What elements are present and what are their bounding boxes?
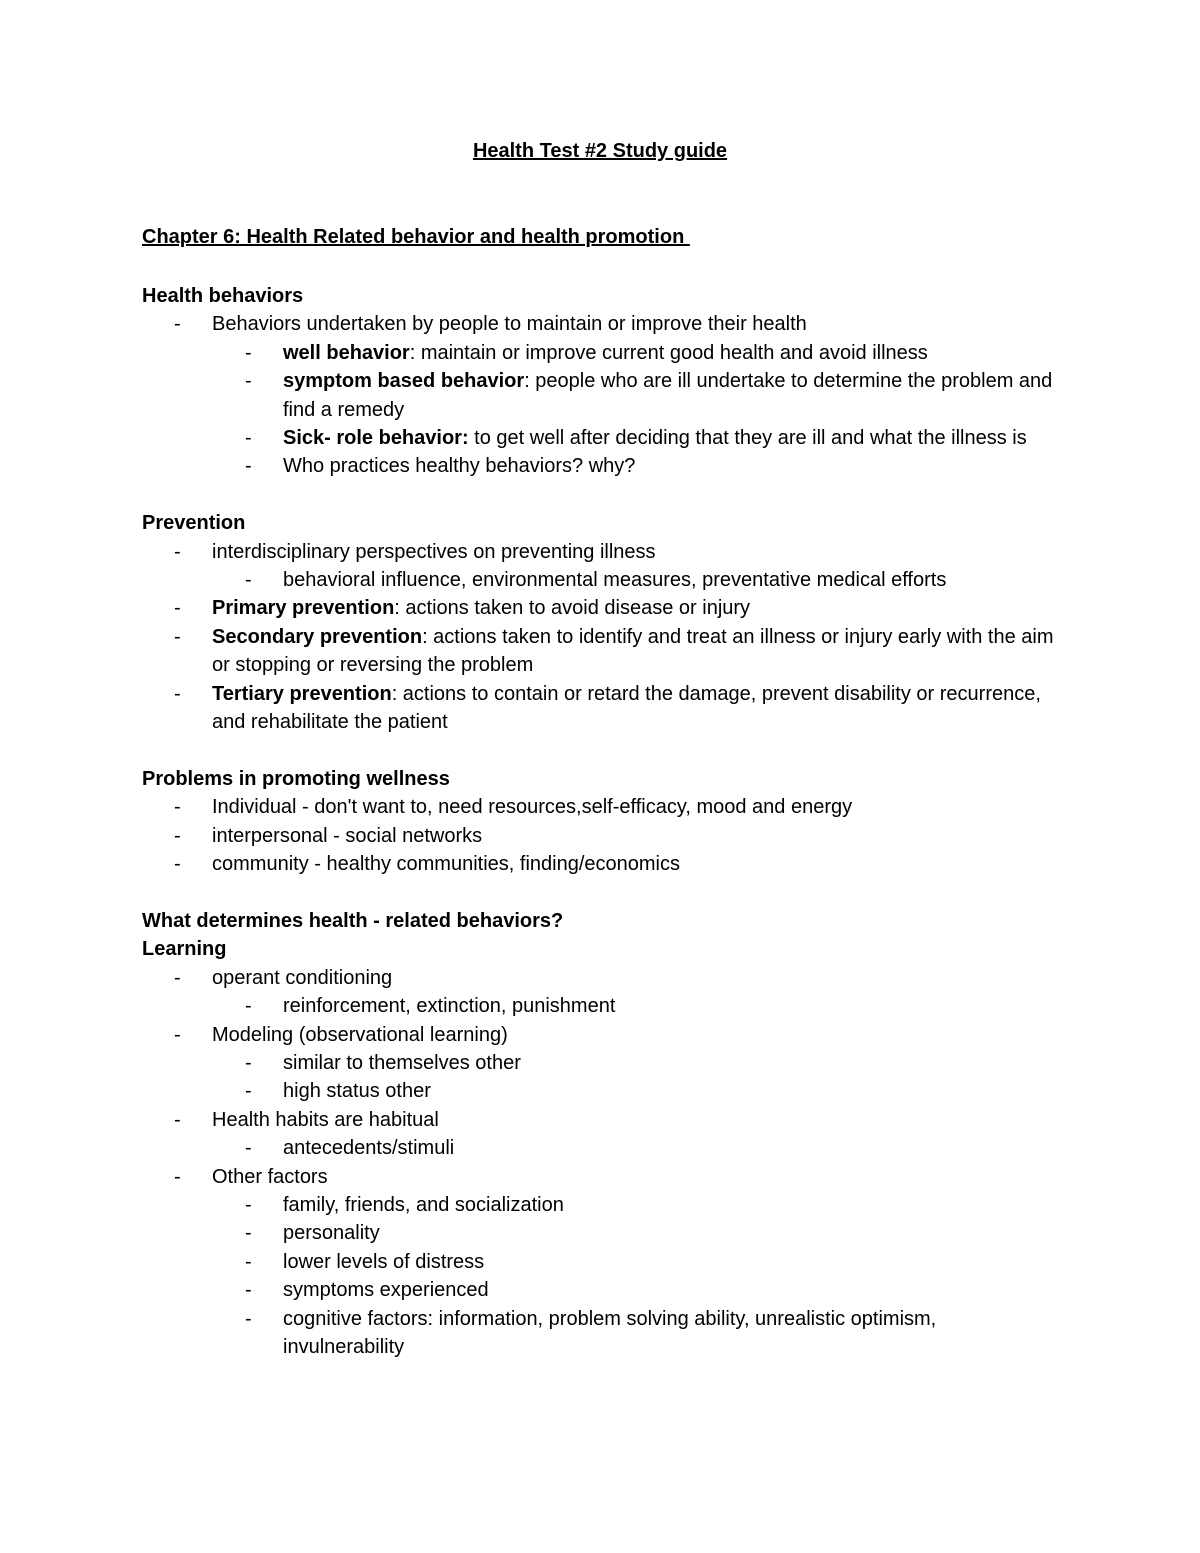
list-item: - Sick- role behavior: to get well after deciding that they are ill and what the illness is [142, 424, 1062, 452]
list-item: - lower levels of distress [142, 1248, 1062, 1276]
list-item: - Primary prevention: actions taken to avoid disease or injury [142, 594, 1062, 622]
list-item: - well behavior: maintain or improve current good health and avoid illness [142, 339, 1062, 367]
term: Tertiary prevention [212, 682, 392, 705]
chapter-heading: Chapter 6: Health Related behavior and health promotion [142, 226, 690, 248]
list-item: - Tertiary prevention: actions to contain or retard the damage, prevent disability or recurrence, and rehabilitate the patient [142, 680, 1062, 737]
bullet-dash: - [245, 569, 252, 592]
list-item: - personality [142, 1219, 1062, 1247]
list-item: - interpersonal - social networks [142, 822, 1062, 850]
list-item: - community - healthy communities, finding/economics [142, 850, 1062, 878]
bullet-dash: - [174, 597, 181, 620]
list-item: - interdisciplinary perspectives on preventing illness [142, 538, 1062, 566]
list-item: - cognitive factors: information, problem solving ability, unrealistic optimism, invulnerability [142, 1305, 1062, 1362]
spacer [142, 736, 1062, 764]
bullet-dash: - [174, 1165, 181, 1188]
bullet-dash: - [245, 1080, 252, 1103]
bullet-dash: - [245, 1137, 252, 1160]
bullet-dash: - [245, 341, 252, 364]
bullet-dash: - [174, 682, 181, 705]
list-item: - Health habits are habitual [142, 1106, 1062, 1134]
bullet-dash: - [174, 824, 181, 847]
list-item: - reinforcement, extinction, punishment [142, 992, 1062, 1020]
term: Sick- role behavior: [283, 427, 469, 450]
section-heading-problems: Problems in promoting wellness [142, 767, 450, 790]
list-item: - Secondary prevention: actions taken to identify and treat an illness or injury early with the aim or stopping or reversing the problem [142, 623, 1062, 680]
section-heading-learning: Learning [142, 938, 227, 961]
list-item: - symptom based behavior: people who are ill undertake to determine the problem and find a remedy [142, 367, 1062, 424]
bullet-dash: - [245, 1193, 252, 1216]
spacer [142, 879, 1062, 907]
bullet-dash: - [174, 313, 181, 336]
list-item: - high status other [142, 1077, 1062, 1105]
bullet-dash: - [174, 625, 181, 648]
list-item: - symptoms experienced [142, 1276, 1062, 1304]
term: well behavior [283, 341, 410, 364]
list-item: - Who practices healthy behaviors? why? [142, 452, 1062, 480]
bullet-dash: - [245, 370, 252, 393]
section-heading-prevention: Prevention [142, 512, 246, 535]
list-item: - Individual - don't want to, need resources,self-efficacy, mood and energy [142, 793, 1062, 821]
list-item: - antecedents/stimuli [142, 1134, 1062, 1162]
document-body [142, 282, 1062, 1361]
bullet-dash: - [174, 1023, 181, 1046]
list-item: - operant conditioning [142, 964, 1062, 992]
spacer [142, 481, 1062, 509]
bullet-dash: - [245, 995, 252, 1018]
bullet-dash: - [174, 853, 181, 876]
bullet-dash: - [174, 966, 181, 989]
page-title: Health Test #2 Study guide [472, 140, 728, 162]
term: Primary prevention [212, 597, 395, 620]
list-item: - Other factors [142, 1163, 1062, 1191]
bullet-dash: - [245, 1279, 252, 1302]
list-item: - family, friends, and socialization [142, 1191, 1062, 1219]
term: symptom based behavior [283, 370, 525, 393]
term: Secondary prevention [212, 625, 423, 648]
bullet-dash: - [174, 796, 181, 819]
list-item: - Modeling (observational learning) [142, 1021, 1062, 1049]
bullet-dash: - [245, 427, 252, 450]
section-question-determinants: What determines health - related behaviors? [142, 909, 564, 932]
bullet-dash: - [174, 540, 181, 563]
list-item: - Behaviors undertaken by people to maintain or improve their health [142, 310, 1062, 338]
section-heading-health-behaviors: Health behaviors [142, 285, 304, 307]
bullet-dash: - [245, 455, 252, 478]
bullet-dash: - [245, 1051, 252, 1074]
list-item: - behavioral influence, environmental measures, preventative medical efforts [142, 566, 1062, 594]
bullet-dash: - [245, 1250, 252, 1273]
bullet-dash: - [245, 1307, 252, 1330]
bullet-dash: - [174, 1108, 181, 1131]
bullet-dash: - [245, 1222, 252, 1245]
list-item: - similar to themselves other [142, 1049, 1062, 1077]
